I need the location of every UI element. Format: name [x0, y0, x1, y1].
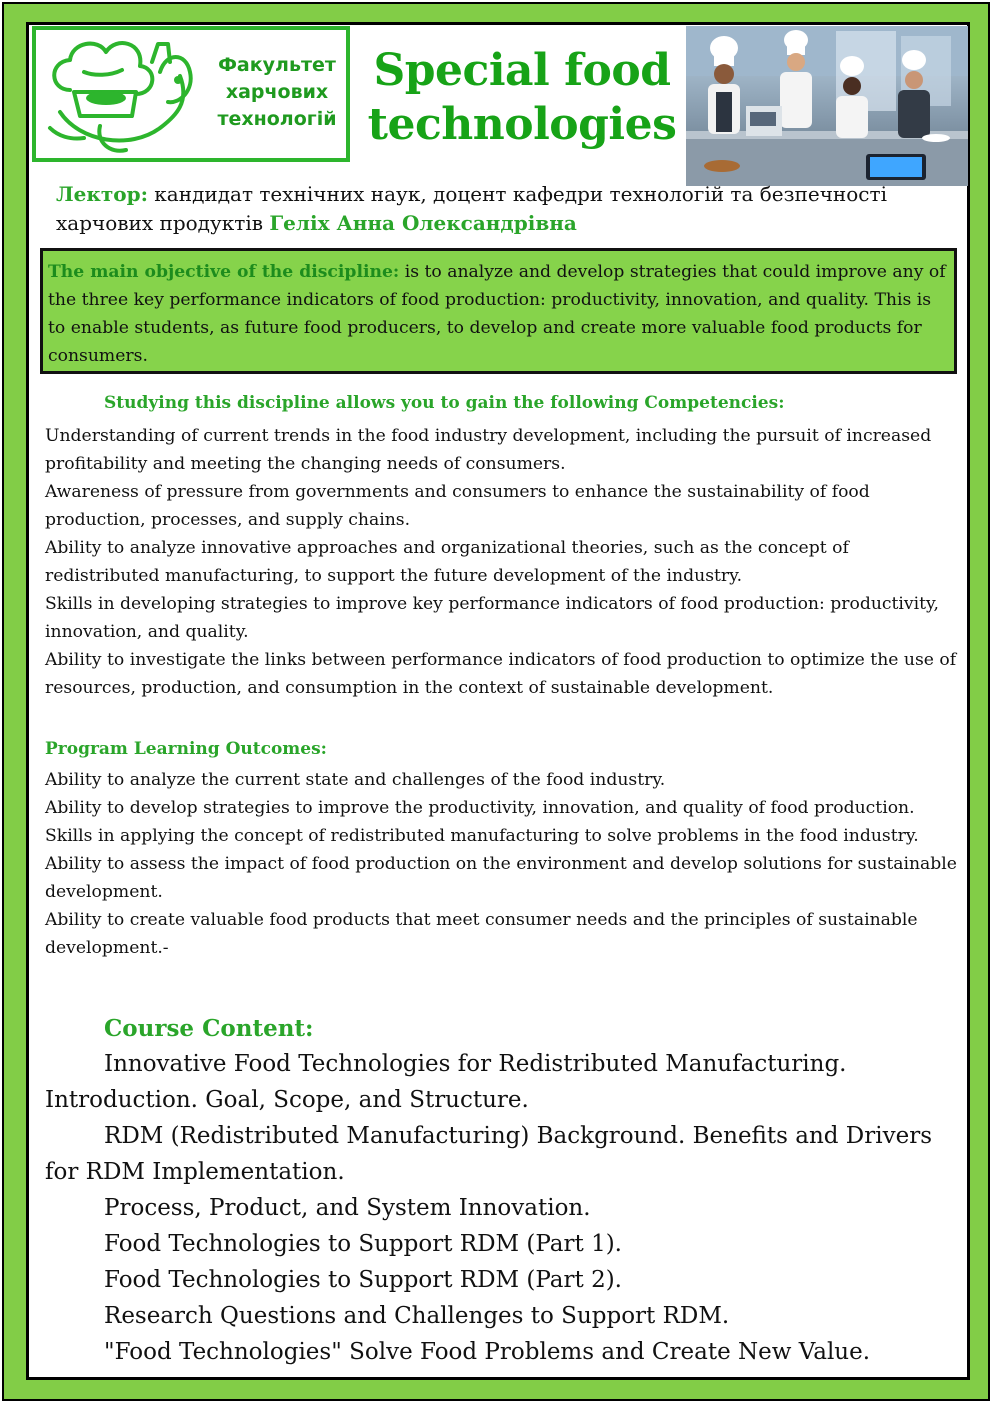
- outcomes-list: [45, 766, 965, 962]
- lecturer-label: Лектор:: [56, 182, 148, 206]
- lecturer-info: [56, 180, 956, 238]
- objective-text: is to analyze and develop strategies that could improve any of the three key performance indicators of food production: productivity, innovation, and quality. This is to enable students, as future food producers, to develop and create more valuable food products for consumers.: [48, 262, 946, 366]
- outcomes-heading: Program Learning Outcomes:: [45, 739, 327, 759]
- outcome-item: Ability to develop strategies to improve the productivity, innovation, and quality of food production.: [45, 798, 915, 818]
- lecturer-name: Геліх Анна Олександрівна: [269, 211, 577, 235]
- course-item: Food Technologies to Support RDM (Part 1).: [104, 1231, 622, 1257]
- kitchen-photo-icon: [686, 26, 968, 186]
- competencies-list: [45, 422, 965, 702]
- lecturer-description: кандидат технічних наук, доцент кафедри технологій та безпечності харчових продуктів: [56, 182, 887, 235]
- course-list: [45, 1046, 965, 1370]
- course-item: Process, Product, and System Innovation.: [104, 1195, 591, 1221]
- outcome-item: Ability to analyze the current state and challenges of the food industry.: [45, 770, 666, 790]
- outcome-item: Ability to create valuable food products that meet consumer needs and the principles of sustainable development.-: [45, 910, 918, 958]
- outcome-item: Skills in applying the concept of redistributed manufacturing to solve problems in the food industry.: [45, 826, 919, 846]
- logo-text-line-2: харчових: [225, 81, 329, 103]
- competency-item: Ability to analyze innovative approaches and organizational theories, such as the concept of redistributed manufacturing, to support the future development of the industry.: [45, 538, 849, 586]
- page-title: Special food technologies: [367, 45, 677, 150]
- logo-text-line-1: Факультет: [218, 54, 336, 76]
- chef-food-logo-icon: [40, 32, 200, 158]
- competencies-heading: Studying this discipline allows you to gain the following Competencies:: [104, 393, 785, 413]
- course-item: Food Technologies to Support RDM (Part 2).: [104, 1267, 622, 1293]
- course-item: Research Questions and Challenges to Support RDM.: [104, 1303, 730, 1329]
- course-heading: Course Content:: [104, 1015, 314, 1042]
- course-item: Innovative Food Technologies for Redistributed Manufacturing. Introduction. Goal, Scope, and Structure.: [45, 1051, 847, 1113]
- competency-item: Awareness of pressure from governments and consumers to enhance the sustainability of food production, processes, and supply chains.: [45, 482, 870, 530]
- logo-text: [204, 52, 350, 133]
- kitchen-chefs-photo: [686, 26, 968, 186]
- outcome-item: Ability to assess the impact of food production on the environment and develop solutions for sustainable development.: [45, 854, 957, 902]
- competency-item: Understanding of current trends in the food industry development, including the pursuit of increased profitability and meeting the changing needs of consumers.: [45, 426, 932, 474]
- faculty-logo: [32, 26, 350, 162]
- competency-item: Skills in developing strategies to improve key performance indicators of food production: productivity, innovation, and quality.: [45, 594, 939, 642]
- objective-box: [40, 248, 957, 374]
- competency-item: Ability to investigate the links between performance indicators of food production to optimize the use of resources, production, and consumption in the context of sustainable development.: [45, 650, 957, 698]
- course-item: RDM (Redistributed Manufacturing) Background. Benefits and Drivers for RDM Implementation.: [45, 1123, 932, 1185]
- logo-text-line-3: технологій: [217, 108, 337, 130]
- course-item: "Food Technologies" Solve Food Problems and Create New Value.: [104, 1339, 871, 1365]
- objective-label: The main objective of the discipline:: [48, 262, 400, 282]
